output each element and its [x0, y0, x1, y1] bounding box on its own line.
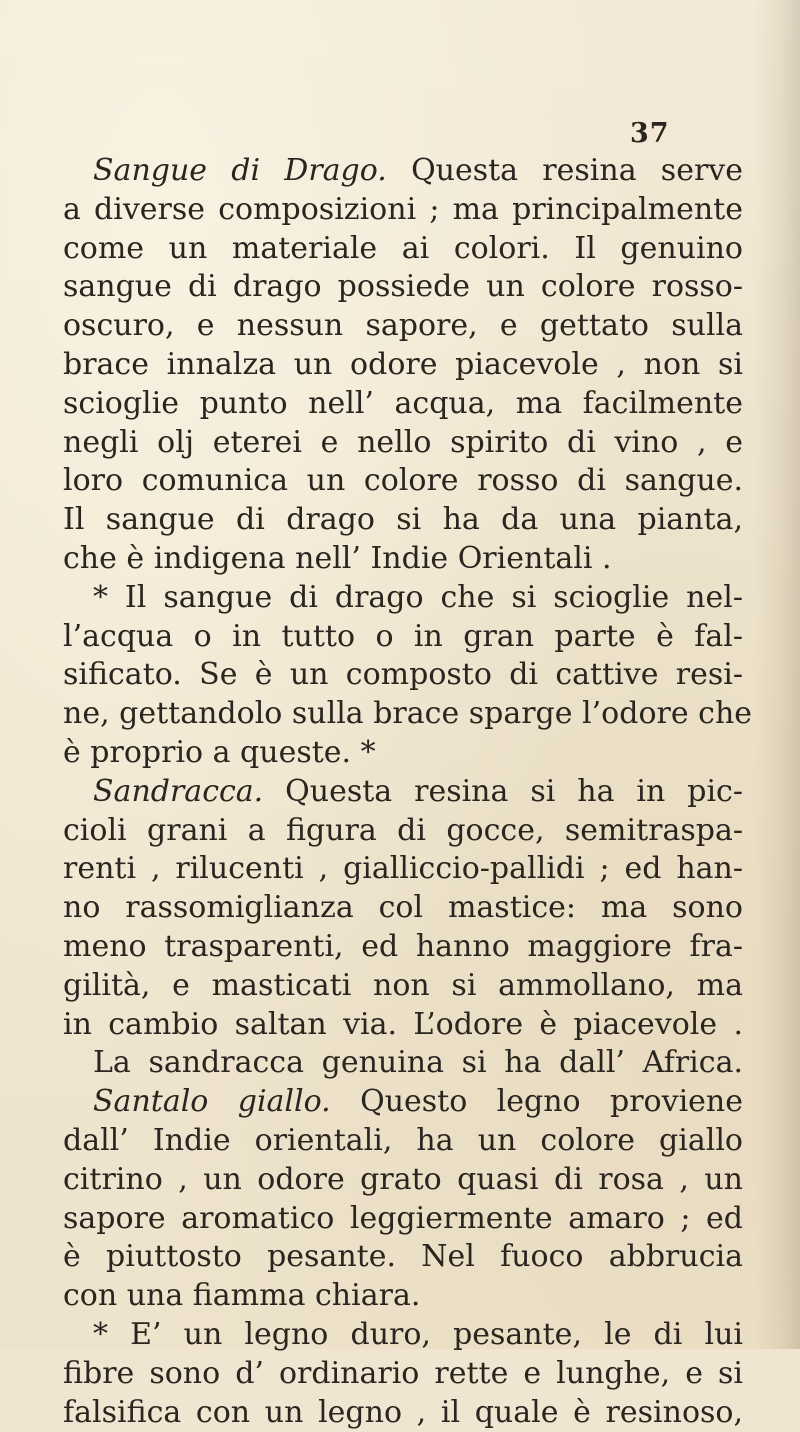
page-number: 37	[630, 118, 670, 149]
text-line: sapore aromatico leggiermente amaro ; ed	[63, 1200, 743, 1239]
text-line: ne, gettandolo sulla brace sparge l’odore che	[63, 695, 743, 734]
entry-heading-rest: Questa resina si ha in pic-	[263, 774, 743, 809]
text-line: falsifica con un legno , il quale è resinoso,	[63, 1394, 743, 1432]
entry-heading-santalo-giallo: Santalo giallo.	[93, 1084, 331, 1119]
text-line: in cambio saltan via. L’odore è piacevole .	[63, 1006, 743, 1045]
text-line: Il sangue di drago si ha da una pianta,	[63, 501, 743, 540]
text-line: * E’ un legno duro, pesante, le di lui	[63, 1316, 743, 1355]
text-line: renti , rilucenti , gialliccio-pallidi ; ed han-	[63, 850, 743, 889]
text-line: meno trasparenti, ed hanno maggiore fra-	[63, 928, 743, 967]
entry-heading-sandracca: Sandracca.	[93, 774, 263, 809]
text-line: come un materiale ai colori. Il genuino	[63, 230, 743, 269]
text-line: no rassomiglianza col mastice: ma sono	[63, 889, 743, 928]
text-line: sangue di drago possiede un colore rosso-	[63, 268, 743, 307]
text-line: brace innalza un odore piacevole , non si	[63, 346, 743, 385]
text-line: dall’ Indie orientali, ha un colore giallo	[63, 1122, 743, 1161]
text-line: La sandracca genuina si ha dall’ Africa.	[63, 1044, 743, 1083]
text-line: oscuro, e nessun sapore, e gettato sulla	[63, 307, 743, 346]
entry-heading-rest: Questa resina serve	[387, 153, 743, 188]
entry-heading-rest: Questo legno proviene	[331, 1084, 743, 1119]
text-line	[63, 773, 743, 812]
entry-heading-sangue-di-drago: Sangue di Drago.	[93, 153, 387, 188]
text-line: è piuttosto pesante. Nel fuoco abbrucia	[63, 1238, 743, 1277]
text-line: negli olj eterei e nello spirito di vino , e	[63, 424, 743, 463]
text-line: citrino , un odore grato quasi di rosa , un	[63, 1161, 743, 1200]
text-line: l’acqua o in tutto o in gran parte è fal-	[63, 618, 743, 657]
text-line	[63, 1083, 743, 1122]
text-line: a diverse composizioni ; ma principalmente	[63, 191, 743, 230]
text-line: sificato. Se è un composto di cattive resi-	[63, 656, 743, 695]
text-line: scioglie punto nell’ acqua, ma facilmente	[63, 385, 743, 424]
text-line: * Il sangue di drago che si scioglie nel-	[63, 579, 743, 618]
text-line: gilità, e masticati non si ammollano, ma	[63, 967, 743, 1006]
text-line	[63, 152, 743, 191]
page-edge-shadow	[755, 0, 800, 1349]
text-line: cioli grani a figura di gocce, semitraspa-	[63, 812, 743, 851]
text-line: fibre sono d’ ordinario rette e lunghe, e si	[63, 1355, 743, 1394]
text-line: loro comunica un colore rosso di sangue.	[63, 462, 743, 501]
text-line: è proprio a queste. *	[63, 734, 743, 773]
text-line: che è indigena nell’ Indie Orientali .	[63, 540, 743, 579]
text-line: con una fiamma chiara.	[63, 1277, 743, 1316]
body-text	[63, 152, 743, 1432]
